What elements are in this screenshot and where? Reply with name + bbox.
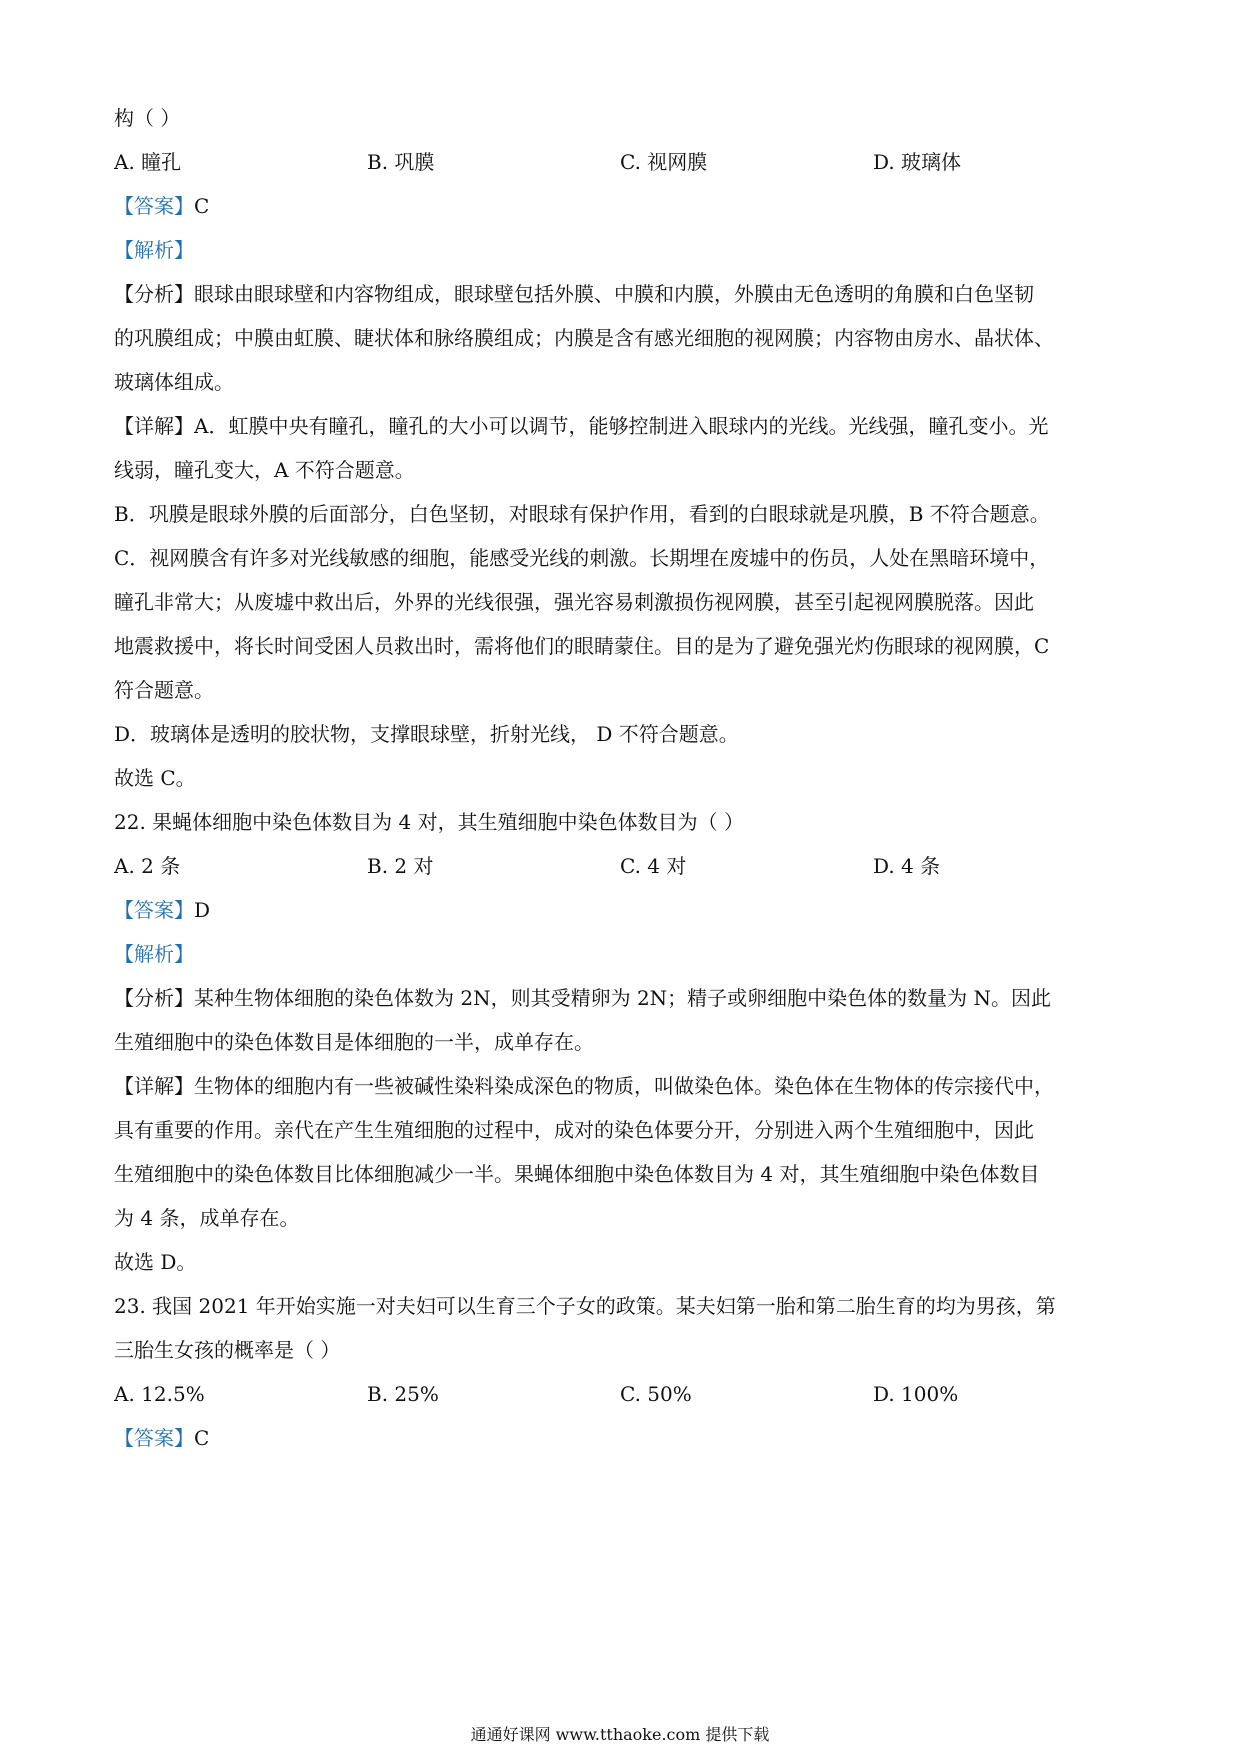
q21-xiangjie-line-8: D．玻璃体是透明的胶状物，支撑眼球壁，折射光线， D 不符合题意。 — [114, 722, 739, 746]
q22-option-b: B. 2 对 — [367, 854, 434, 878]
q22-fenxi-line-2: 生殖细胞中的染色体数目是体细胞的一半，成单存在。 — [114, 1030, 594, 1054]
q21-fenxi-tag: 【分析】 — [114, 282, 194, 306]
q21-answer-tag: 【答案】 — [114, 194, 194, 218]
q21-xiangjie-line-7: 符合题意。 — [114, 678, 214, 702]
q21-fenxi-text-1: 眼球由眼球壁和内容物组成，眼球壁包括外膜、中膜和内膜，外膜由无色透明的角膜和白色坚韧 — [194, 282, 1034, 306]
q21-fenxi-line-3: 玻璃体组成。 — [114, 370, 234, 394]
q23-option-a: A. 12.5% — [114, 1382, 205, 1406]
page-footer: 通通好课网 www.tthaoke.com 提供下载 — [470, 1725, 770, 1744]
q21-xiangjie-tag: 【详解】 — [114, 414, 194, 438]
q21-xiangjie-line-4: C．视网膜含有许多对光线敏感的细胞，能感受光线的刺激。长期埋在废墟中的伤员，人处在黑暗环境中， — [114, 546, 1050, 570]
q22-conclusion: 故选 D。 — [114, 1250, 197, 1274]
q21-options — [114, 148, 1134, 176]
q21-analysis-heading — [114, 236, 1134, 264]
q21-option-c: C. 视网膜 — [620, 150, 708, 174]
q22-xiangjie-line-2: 具有重要的作用。亲代在产生生殖细胞的过程中，成对的染色体要分开，分别进入两个生殖细胞中，因此 — [114, 1118, 1034, 1142]
q22-xiangjie-tag: 【详解】 — [114, 1074, 194, 1098]
q22-xiangjie-text-1: 生物体的细胞内有一些被碱性染料染成深色的物质，叫做染色体。染色体在生物体的传宗接代中， — [194, 1074, 1054, 1098]
q23-options — [114, 1380, 1134, 1408]
q21-option-a: A. 瞳孔 — [114, 150, 182, 174]
q21-answer-line — [114, 192, 1134, 220]
q22-option-d: D. 4 条 — [873, 854, 941, 878]
q21-xiangjie-line-2: 线弱，瞳孔变大，A 不符合题意。 — [114, 458, 415, 482]
q22-analysis-tag: 【解析】 — [114, 942, 194, 966]
q21-xiangjie-line-5: 瞳孔非常大；从废墟中救出后，外界的光线很强，强光容易刺激损伤视网膜，甚至引起视网膜脱落。因此 — [114, 590, 1034, 614]
q21-stem-tail: 构（ ） — [114, 106, 181, 130]
q22-answer-value: D — [194, 898, 211, 922]
q22-fenxi-line-1 — [114, 984, 1134, 1012]
q21-answer-value: C — [194, 194, 210, 218]
q21-analysis-tag: 【解析】 — [114, 238, 194, 262]
q23-answer-line — [114, 1424, 1134, 1452]
q21-option-d: D. 玻璃体 — [873, 150, 962, 174]
q23-answer-tag: 【答案】 — [114, 1426, 194, 1450]
q23-answer-value: C — [194, 1426, 210, 1450]
q21-xiangjie-line-1 — [114, 412, 1134, 440]
q23-option-c: C. 50% — [620, 1382, 692, 1406]
q22-fenxi-tag: 【分析】 — [114, 986, 194, 1010]
q21-xiangjie-line-6: 地震救援中，将长时间受困人员救出时，需将他们的眼睛蒙住。目的是为了避免强光灼伤眼球的视网膜，C — [114, 634, 1050, 658]
q23-stem-line-2: 三胎生女孩的概率是（ ） — [114, 1338, 341, 1362]
q21-xiangjie-line-3: B．巩膜是眼球外膜的后面部分，白色坚韧，对眼球有保护作用，看到的白眼球就是巩膜，B 不符合题意。 — [114, 502, 1050, 526]
q22-answer-tag: 【答案】 — [114, 898, 194, 922]
q21-option-b: B. 巩膜 — [367, 150, 435, 174]
q22-xiangjie-line-1 — [114, 1072, 1134, 1100]
q22-options — [114, 852, 1134, 880]
q23-option-b: B. 25% — [367, 1382, 439, 1406]
q22-option-a: A. 2 条 — [114, 854, 181, 878]
q22-stem: 22. 果蝇体细胞中染色体数目为 4 对，其生殖细胞中染色体数目为（ ） — [114, 810, 744, 834]
q22-option-c: C. 4 对 — [620, 854, 687, 878]
q22-xiangjie-line-4: 为 4 条，成单存在。 — [114, 1206, 300, 1230]
q23-stem-line-1: 23. 我国 2021 年开始实施一对夫妇可以生育三个子女的政策。某夫妇第一胎和第二胎生育的均为男孩，第 — [114, 1294, 1056, 1318]
q22-answer-line — [114, 896, 1134, 924]
q21-fenxi-line-2: 的巩膜组成；中膜由虹膜、睫状体和脉络膜组成；内膜是含有感光细胞的视网膜；内容物由房水、晶状体、 — [114, 326, 1054, 350]
q21-fenxi-line-1 — [114, 280, 1134, 308]
q21-xiangjie-text-1: A．虹膜中央有瞳孔，瞳孔的大小可以调节，能够控制进入眼球内的光线。光线强，瞳孔变小。光 — [194, 414, 1049, 438]
q22-analysis-heading — [114, 940, 1134, 968]
q23-option-d: D. 100% — [873, 1382, 959, 1406]
q22-xiangjie-line-3: 生殖细胞中的染色体数目比体细胞减少一半。果蝇体细胞中染色体数目为 4 对，其生殖细胞中染色体数目 — [114, 1162, 1040, 1186]
q21-conclusion: 故选 C。 — [114, 766, 196, 790]
q22-fenxi-text-1: 某种生物体细胞的染色体数为 2N，则其受精卵为 2N；精子或卵细胞中染色体的数量为 N。因此 — [194, 986, 1052, 1010]
